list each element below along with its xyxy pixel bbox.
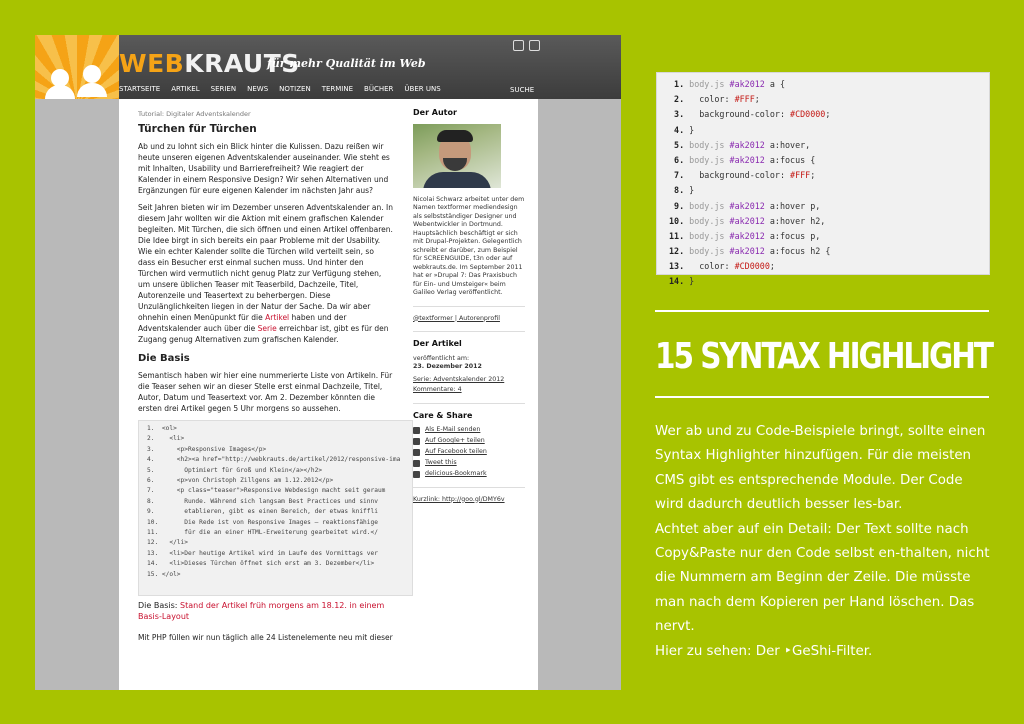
code-line: 10. Die Rede ist von Responsive Images – reaktionsfähige: [147, 518, 378, 526]
rss-icon[interactable]: [529, 40, 540, 51]
code-text: ;: [825, 109, 831, 120]
artikel-link[interactable]: Artikel: [265, 313, 290, 322]
code-line: [669, 229, 989, 244]
code-line: 7. <p class="teaser">Responsive Webdesign macht seit geraum: [147, 487, 386, 495]
share-label: Auf Facebook teilen: [425, 448, 487, 455]
site-tagline: für mehr Qualität im Web: [267, 57, 426, 70]
share-label: Als E-Mail senden: [425, 426, 481, 433]
code-line: [669, 123, 989, 138]
nav-termine[interactable]: TERMINE: [321, 85, 354, 93]
code-id: #ak2012: [724, 154, 765, 165]
article-paragraph: Semantisch haben wir hier eine nummerierte Liste von Artikeln. Für die Teaser sehen wir an dieser Stelle erst einmal Dachzeile, Titel, Autor, Datum und Teasertext vor. Am 2. Dezember könnten die ersten drei Artikel gegen 5 Uhr morgens so aussehen.: [138, 371, 393, 413]
divider: [413, 403, 525, 404]
code-line: 8. Runde. Während sich langsam Best Practices und sinnv: [147, 497, 378, 505]
code-selector: body.js: [684, 246, 725, 257]
body-text: [655, 420, 995, 664]
code-text: a:hover p,: [764, 200, 821, 211]
twitter-icon: [413, 460, 420, 467]
code-example: [138, 420, 413, 596]
facebook-icon: [413, 449, 420, 456]
line-number: 1.: [669, 79, 685, 89]
code-caption: [138, 600, 393, 622]
body-paragraph: Hier zu sehen: Der ‣GeShi-Filter.: [655, 643, 873, 659]
code-text: ;: [754, 94, 760, 105]
code-id: #ak2012: [724, 79, 765, 89]
line-number: 7.: [669, 170, 685, 181]
code-value: #FFF: [790, 170, 811, 181]
comments-link[interactable]: Kommentare: 4: [413, 386, 462, 393]
code-value: #CD0000: [734, 261, 770, 272]
code-line: [669, 244, 989, 259]
short-link[interactable]: Kurzlink: http://goo.gl/DMY6v: [413, 495, 505, 503]
article-paragraph: Mit PHP füllen wir nun täglich alle 24 Listenelemente neu mit dieser: [138, 633, 393, 642]
nav-search[interactable]: SUCHE: [510, 86, 535, 94]
code-id: #ak2012: [724, 246, 765, 257]
code-line: 2. <li>: [147, 435, 185, 443]
code-line: 14. <li>Dieses Türchen öffnet sich erst am 3. Dezember</li>: [147, 560, 375, 568]
code-line: [669, 153, 989, 168]
line-number: 8.: [669, 185, 685, 196]
code-line: [669, 168, 989, 183]
line-number: 12.: [669, 246, 685, 257]
author-avatar: [413, 124, 501, 188]
logo-sunburst: [35, 35, 119, 99]
article: [138, 109, 401, 649]
line-number: 11.: [669, 230, 685, 241]
line-number: 6.: [669, 154, 685, 165]
code-selector: body.js: [684, 215, 725, 226]
code-text: a {: [764, 79, 785, 89]
divider: [413, 306, 525, 307]
paragraph-text: haben und der Adventskalender auch über die: [138, 313, 347, 333]
code-line: 1. <ol>: [147, 425, 177, 432]
share-heading: Care & Share: [413, 410, 473, 420]
site-header: [35, 35, 621, 99]
twitter-icon[interactable]: [513, 40, 524, 51]
code-text: background-color:: [684, 170, 791, 181]
line-number: 5.: [669, 139, 685, 150]
caption-text: Die Basis:: [138, 601, 181, 610]
webkrauts-screenshot: [35, 35, 621, 690]
code-selector: body.js: [684, 139, 725, 150]
nav-artikel[interactable]: ARTIKEL: [171, 85, 200, 93]
code-id: #ak2012: [724, 215, 765, 226]
published-label: veröffentlicht am:: [413, 354, 470, 362]
avatar-cap: [437, 130, 473, 142]
nav-buecher[interactable]: BÜCHER: [364, 85, 394, 93]
top-rule: [655, 310, 989, 312]
share-twitter[interactable]: [413, 459, 525, 468]
code-selector: body.js: [684, 230, 725, 241]
code-line: [669, 77, 989, 92]
code-line: 12. </li>: [147, 539, 188, 547]
line-number: 13.: [669, 261, 685, 272]
code-text: a:hover h2,: [764, 215, 826, 226]
google-plus-icon: [413, 438, 420, 445]
article-paragraph: [138, 202, 393, 345]
code-text: ;: [810, 170, 816, 181]
line-number: 9.: [669, 200, 685, 211]
person-icon: [83, 65, 101, 83]
line-number: 2.: [669, 94, 685, 105]
delicious-icon: [413, 471, 420, 478]
code-id: #ak2012: [724, 200, 765, 211]
code-line: [669, 214, 989, 229]
line-number: 3.: [669, 109, 685, 120]
code-text: }: [684, 124, 695, 135]
code-line: 11. für die an einer HTML-Erweiterung gearbeitet wird.</: [147, 529, 378, 537]
code-value: #CD0000: [790, 109, 826, 120]
share-facebook[interactable]: [413, 448, 525, 457]
published-date: 23. Dezember 2012: [413, 363, 482, 370]
nav-ueber-uns[interactable]: ÜBER UNS: [404, 85, 441, 93]
code-id: #ak2012: [724, 139, 765, 150]
divider: [413, 487, 525, 488]
article-info-heading: Der Artikel: [413, 339, 462, 348]
code-value: #FFF: [734, 94, 755, 105]
paragraph-text: erreichbar ist, gibt es für den Zugang genug Alternativen zum grafischen Kalender.: [138, 324, 389, 344]
code-selector: body.js: [684, 200, 725, 211]
code-text: a:focus {: [764, 154, 816, 165]
code-text: background-color:: [684, 109, 791, 120]
nav-notizen[interactable]: NOTIZEN: [279, 85, 311, 93]
email-icon: [413, 427, 420, 434]
code-line: 4. <h2><a href="http://webkrauts.de/artikel/2012/responsive-ima: [147, 456, 401, 464]
avatar-shirt: [423, 172, 491, 188]
nav-startseite[interactable]: STARTSEITE: [119, 85, 161, 93]
person-icon-body: [45, 85, 75, 99]
breadcrumb[interactable]: Tutorial: Digitaler Adventskalender: [138, 110, 251, 118]
syntax-highlight-code: [656, 72, 990, 287]
article-intro: Ab und zu lohnt sich ein Blick hinter die Kulissen. Dazu reißen wir heute unseren eigenen Adventskalender auseinander. Wie steht es mit Inhalten, Usability und Barrierefreiheit? Wie reagiert der Kalender in einem Responsive Design? Wir sehen Alternativen und Ergänzungen für eure eigenen Kalender im nächsten Jahr aus?: [138, 142, 390, 195]
code-text: a:focus p,: [764, 230, 821, 241]
body-paragraph: Wer ab und zu Code-Beispiele bringt, sollte einen Syntax Highlighter hinzufügen. Für die meisten CMS gibt es entsprechende Module. Der Code wird dadurch deutlich besser les-bar.: [655, 424, 986, 513]
nav-serien[interactable]: SERIEN: [210, 85, 237, 93]
sidebar: [413, 109, 525, 504]
serie-link[interactable]: Serie: [257, 324, 277, 333]
author-heading: Der Autor: [413, 108, 457, 117]
code-line: 5. Optimiert für Groß und Klein</a></h2>: [147, 466, 323, 474]
share-email[interactable]: [413, 426, 525, 435]
share-delicious[interactable]: [413, 470, 525, 479]
code-text: a:hover,: [764, 139, 811, 150]
code-line: 15. </ol>: [147, 570, 181, 578]
code-line: [669, 199, 989, 214]
logo-web: WEB: [119, 49, 185, 78]
code-id: #ak2012: [724, 230, 765, 241]
code-selector: body.js: [684, 154, 725, 165]
code-line: [669, 274, 989, 289]
code-line: 3. <p>Responsive Images</p>: [147, 445, 267, 453]
author-bio: Nicolai Schwarz arbeitet unter dem Namen textformer mediendesign als selbstständiger Designer und Webentwickler in Dortmund. Hauptsächlich beschäftigt er sich mit Drupal-Projekten. Gelegentlich schreibt er darüber, zum Beispiel für SCREENGUIDE, t3n oder auf webkrauts.de. Im September 2011 hat er »Drupal 7: Das Praxisbuch für Ein- und Umsteiger« beim Galileo Verlag veröffentlicht.: [413, 195, 525, 296]
article-title: Türchen für Türchen: [138, 123, 257, 135]
line-number: 4.: [669, 124, 685, 135]
paragraph-text: Seit Jahren bieten wir im Dezember unseren Adventskalender an. In diesem Jahr wollten wir die Aktion mit einem grafischen Kalender begleiten. Mit Türchen, die sich öffnen und einen Artikel offenbaren. Die Idee birgt in sich bereits ein paar Probleme mit der Usability. Wie ein echter Kalender sollte die Türchen wild verteilt sein, so dass ein Besucher erst einmal suchen muss. Und hinter den Türchen wird vermutlich nicht genug Platz zur Verfügung stehen, um unsere üblichen Teaser mit Teaserbild, Dachzeile, Titel, Autorenzeile und Teasertext zu beherbergen. Diese Unzulänglichkeiten liegen in der Natur der Sache. Da wir aber ohnehin einen Menüpunkt für die: [138, 203, 394, 322]
person-icon-body: [77, 83, 107, 97]
bottom-rule: [655, 396, 989, 398]
nav-news[interactable]: NEWS: [247, 85, 269, 93]
code-line: 9. etablieren, gibt es einen Bereich, der etwas kniffli: [147, 508, 378, 516]
code-line: [669, 107, 989, 122]
site-nav: [119, 85, 538, 99]
code-selector: body.js: [684, 79, 725, 89]
share-label: Tweet this: [425, 459, 457, 466]
headline: 15 SYNTAX HIGHLIGHT: [655, 336, 992, 377]
code-line: 6. <p>von Christoph Zillgens am 1.12.2012</p>: [147, 477, 334, 485]
share-label: Auf Google+ teilen: [425, 437, 485, 444]
site-page: [119, 99, 538, 690]
code-text: a:focus h2 {: [764, 246, 831, 257]
author-links[interactable]: @textformer | Autorenprofil: [413, 314, 500, 322]
code-line: 13. <li>Der heutige Artikel wird im Laufe des Vormittags ver: [147, 549, 378, 557]
body-paragraph: Achtet aber auf ein Detail: Der Text sollte nach Copy&Paste nur den Code selbst en-thalten, nicht die Nummern am Beginn der Zeile. Die müsste man nach dem Kopieren per Hand löschen. Das nervt.: [655, 521, 990, 635]
serie-link[interactable]: Serie: Adventskalender 2012: [413, 375, 505, 383]
code-line: [669, 183, 989, 198]
code-line: [669, 138, 989, 153]
line-number: 10.: [669, 215, 685, 226]
logo-krauts: KRAUTS: [184, 49, 300, 78]
section-heading: Die Basis: [138, 353, 190, 364]
line-number: 14.: [669, 276, 685, 287]
code-text: color:: [684, 94, 735, 105]
code-text: ;: [769, 261, 775, 272]
code-line: [669, 92, 989, 107]
caption-link[interactable]: Stand der Artikel früh morgens am 18.12. in einem Basis-Layout: [138, 601, 385, 621]
divider: [413, 331, 525, 332]
code-line: [669, 259, 989, 274]
share-label: delicious-Bookmark: [425, 470, 487, 477]
code-text: color:: [684, 261, 735, 272]
code-text: }: [684, 185, 695, 196]
share-google[interactable]: [413, 437, 525, 446]
code-text: }: [684, 276, 695, 287]
